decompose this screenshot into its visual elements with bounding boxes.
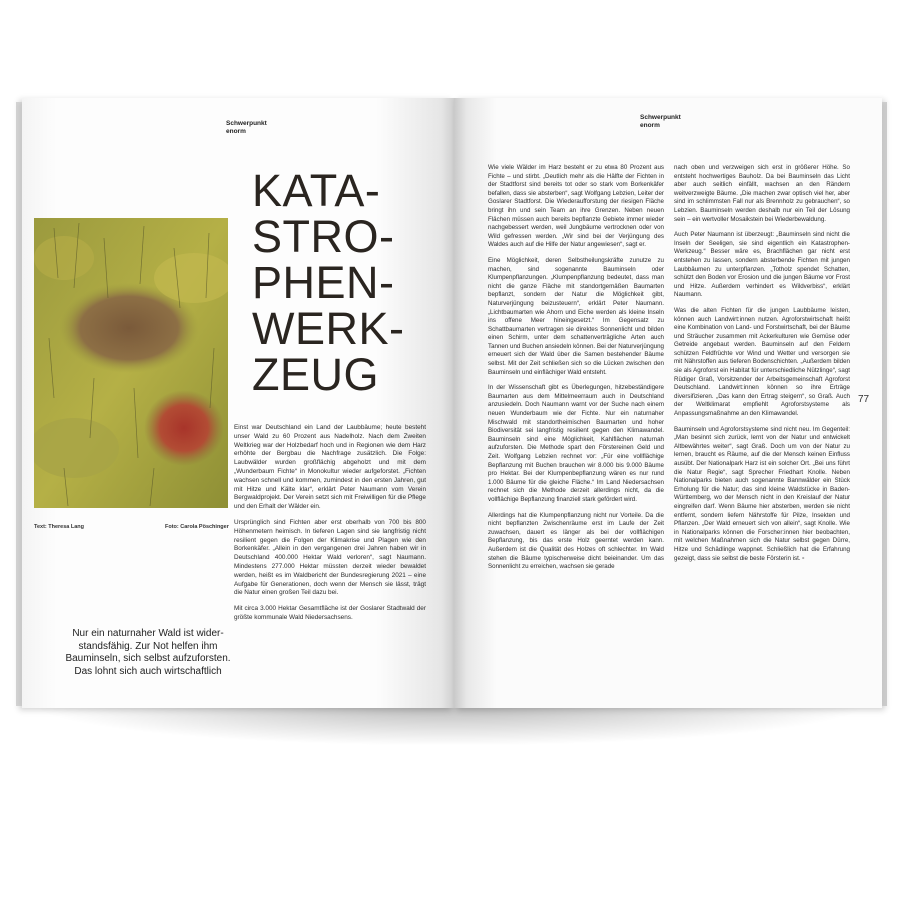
kicker-section: Schwerpunkt [640, 114, 681, 121]
section-kicker [640, 114, 681, 130]
title-line: ZEUG [252, 349, 380, 400]
title-line: WERK- [252, 303, 405, 354]
left-page [22, 98, 454, 708]
body-paragraph: In der Wissenschaft gibt es Überlegungen, hitzebeständigere Baumarten aus dem Mittelmeerraum auch in Deutschland anzusiedeln. Doch Naumann warnt vor der Suche nach einem neuen Wunderbaum wie der Fichte. Nur ein naturnaher Mischwald mit standortheimischen Baumarten und hoher Biodiversität sei langfristig resilient gegen den Klimawandel. Bauminseln sind eine Möglichkeit, Kahlflächen naturnah aufzuforsten. Die Methode spart den Förstereinen Geld und Zeit. Wolfgang Lebzien rechnet vor: „Für eine vollflächige Bepflanzung mit Buchen brauchen wir 8.000 bis 9.000 Bäume pro Hektar. Bei der Klumpenbepflanzung wären es nur rund 1.000 Bäume für die gleiche Fläche.“ Im Land Niedersachsen rechnet sich die Methode derzeit allerdings nicht, da die vollflächige Bepflanzung finanziell stark gefördert wird. [488, 384, 664, 503]
body-paragraph: nach oben und verzweigen sich erst in größerer Höhe. So entsteht hochwertiges Bauholz. Da bei Bauminseln das Licht aber auch seitlich einfällt, wachsen an den Rändern weitverzweigte Bäume. „Die machen zwar optisch viel her, aber sind im schlimmsten Fall nur als Brennholz zu gebrauchen“, so Lebzien. Bauminseln werden deshalb nur ein Teil der Lösung sein – ein wertvoller Mosaikstein bei Wiederbewaldung. [674, 164, 850, 223]
body-paragraph: Mit circa 3.000 Hektar Gesamtfläche ist der Goslarer Stadtwald der größte kommunale Wald Niedersachsens. [234, 605, 426, 621]
body-paragraph: Was die alten Fichten für die jungen Laubbäume leisten, können auch Landwirt:innen nutzen. Agroforstwirtschaft heißt eine Kombination von Land- und Forstwirtschaft, bei der Bäume und Sträucher zusammen mit Ackerkulturen wie Gemüse oder Getreide angebaut werden. Bauminseln auf den Feldern schützen Feldfrüchte vor Wind und Wetter und versorgen sie mit Nährstoffen aus tieferen Bodenschichten. „Außerdem bilden sie als Agroforst ein Habitat für unterschiedliche Nützlinge“, sagt Rüdiger Graß, Vorsitzender der Arbeitsgemeinschaft Agroforst Deutschland. Landwirt:innen können so ihre Erträge diversifizieren. „Das kann den Ertrag steigern“, so Graß. Auch der Weltklimarat empfiehlt Agroforstsysteme als Anpassungsmaßnahme an den Klimawandel. [674, 306, 850, 418]
body-paragraph: Allerdings hat die Klumpenpflanzung nicht nur Vorteile. Da die nicht bepflanzten Zwischenräume erst im Laufe der Zeit zuwachsen, dauert es länger als bei der vollflächigen Bepflanzung, bis das erste Holz geerntet werden kann. Außerdem ist die Qualität des Holzes oft schlechter. Im Wald stehen die Bäume typischerweise dicht beieinander. Um das Sonnenlicht zu erreichen, wachsen sie gerade [488, 511, 664, 571]
right-body-column-2 [674, 164, 850, 570]
quote-line: Bauminseln, sich selbst aufzuforsten. [65, 653, 231, 664]
kicker-magazine: enorm [640, 122, 660, 129]
pull-quote [48, 628, 248, 678]
quote-line: standsfähig. Zur Not helfen ihm [78, 640, 218, 652]
article-title [252, 165, 405, 400]
kicker-magazine: enorm [226, 128, 246, 135]
quote-line: Das lohnt sich auch wirtschaftlich [74, 665, 222, 677]
body-paragraph: Eine Möglichkeit, deren Selbstheilungskräfte zunutze zu machen, sind sogenannte Bauminseln oder Klumpenpflanzungen. „Klumpenpflanzung bedeutet, dass man nicht die ganze Fläche mit standortgemäßen Baumarten bepflanzt, sondern der Natur die Möglichkeit gibt, Naturverjüngung beizusteuern“, erklärt Peter Naumann. „Lichtbaumarten wie Ahorn und Eiche werden als kleine Inseln ins offene Meer hineingesetzt.“ Im Gegensatz zu Schattbaumarten vertragen sie direktes Sonnenlicht und bilden einen Schirm, unter dem schattenverträgliche Arten auch Tannen und Buchen ansiedeln können. Bei der Naturverjüngung erneuert sich der Wald über die Samen bestehender Bäume selbst. Mit der Zeit schließen sich so die Lücken zwischen den Bauminseln und einflächiger Wald entsteht. [488, 256, 664, 376]
photo-credit: Foto: Carola Pöschinger [165, 524, 229, 530]
title-line: PHEN- [252, 257, 395, 308]
left-body-column [234, 424, 426, 630]
body-paragraph: Ursprünglich sind Fichten aber erst oberhalb von 700 bis 800 Höhenmetern heimisch. In tieferen Lagen sind sie langfristig nicht resilient gegen die Folgen der Klimakrise und Plagen wie den Borkenkäfer. „Allein in den vergangenen drei Jahren haben wir in Deutschland 400.000 Hektar Wald verloren“, sagt Naumann. Mindestens 277.000 Hektar müssten derzeit wieder bewaldet werden, heißt es im Waldbericht der Bundesregierung 2021 – eine Aufgabe für Generationen, doch wenn der Mensch sie lässt, trägt die Natur einen großen Teil dazu bei. [234, 518, 426, 597]
kicker-section: Schwerpunkt [226, 120, 267, 127]
author-credit: Text: Theresa Lang [34, 524, 85, 530]
body-paragraph: Einst war Deutschland ein Land der Laubbäume; heute besteht unser Wald zu 60 Prozent aus Nadelholz. Nach dem Zweiten Weltkrieg war der Holzbedarf hoch und in Regionen wie dem Harz erhöhte der Bergbau die Nachfrage zusätzlich. Die Folge: Laubwälder wurden großflächig abgeholzt und mit dem „Wunderbaum Fichte“ in Monokultur wieder aufgeforstet. „Fichten wachsen schnell und kommen, zumindest in den ersten Jahren, gut mit Hitze und Kälte klar“, erklärt Peter Naumann vom Verein Bergwaldprojekt. Der Verein setzt sich mit Freiwilligen für die Pflege und den Erhalt der Wälder ein. [234, 424, 426, 511]
title-line: STRO- [252, 211, 395, 262]
quote-line: Nur ein naturnaher Wald ist wider- [72, 628, 224, 639]
right-body-column-1 [488, 164, 664, 579]
body-paragraph: Bauminseln und Agroforstsysteme sind nicht neu. Im Gegenteil: „Man besinnt sich zurück, lernt von der Natur und entwickelt Altbewährtes weiter“, sagt Graß. Doch um von der Natur zu lernen, braucht es Räume, auf die der Mensch keinen Einfluss ausübt. Der Nationalpark Harz ist ein solcher Ort. „Bei uns führt die Natur Regie“, sagt Sprecher Friedhart Knolle. Neben Nationalparks bieten auch sogenannte Bannwälder ein Stück Erholung für die Natur; das sind kleine Waldstücke in Baden-Württemberg, wo der Mensch nicht in den Kreislauf der Natur eingreifen darf. Wenn Bäume hier absterben, werden sie nicht entfernt, sondern liefern Nährstoffe für Pilze, Insekten und Pflanzen. „Der Wald erneuert sich von allein“, sagt Knolle. Wie in Nationalparks können die Forscher:innen hier beobachten, mit welchen Maßnahmen sich die Natur selbst gegen Dürre, Hitze und Schädlinge wappnet. Schließlich hat die Erfahrung gezeigt, dass sie selbst die beste Försterin ist. ▫ [674, 425, 850, 562]
page-number: 77 [858, 394, 870, 405]
forest-floor-photo [34, 218, 228, 508]
section-kicker [226, 120, 267, 136]
body-paragraph: Wie viele Wälder im Harz besteht er zu etwa 80 Prozent aus Fichte – und stirbt. „Deutlich mehr als die Hälfte der Fichten in der Stadtforst sind bereits tot oder so stark vom Borkenkäfer befallen, dass sie absterben“, sagt Wolfgang Lebzien, Leiter der Goslarer Stadtforst. Die Wiederaufforstung der riesigen Fläche bringt ihn und sein Team an ihre Grenzen. Neben neuen Flächen müssen auch bereits bepflanzte Gebiete immer wieder nachgebessert werden, weil Jungbäume vertrocknen oder von Wild gefressen werden. „Wir sind bei der Verjüngung des Waldes auch auf die Hilfe der Natur angewiesen“, sagt er. [488, 164, 664, 249]
title-line: KATA- [252, 165, 381, 216]
right-page [454, 98, 882, 708]
body-paragraph: Auch Peter Naumann ist überzeugt: „Bauminseln sind nicht die Inseln der Seeligen, sie sind eigentlich ein Katastrophen-Werkzeug.“ Besser wäre es, Brachflächen gar nicht erst entstehen zu lassen, sondern absterbende Fichten mit jungen Laubbäumen zu unterpflanzen. „Totholz spendet Schatten, schützt den Boden vor Erosion und die jungen Bäume vor Frost und Hitze. Außerdem verhindert es Wildverbiss“, erklärt Naumann. [674, 231, 850, 299]
